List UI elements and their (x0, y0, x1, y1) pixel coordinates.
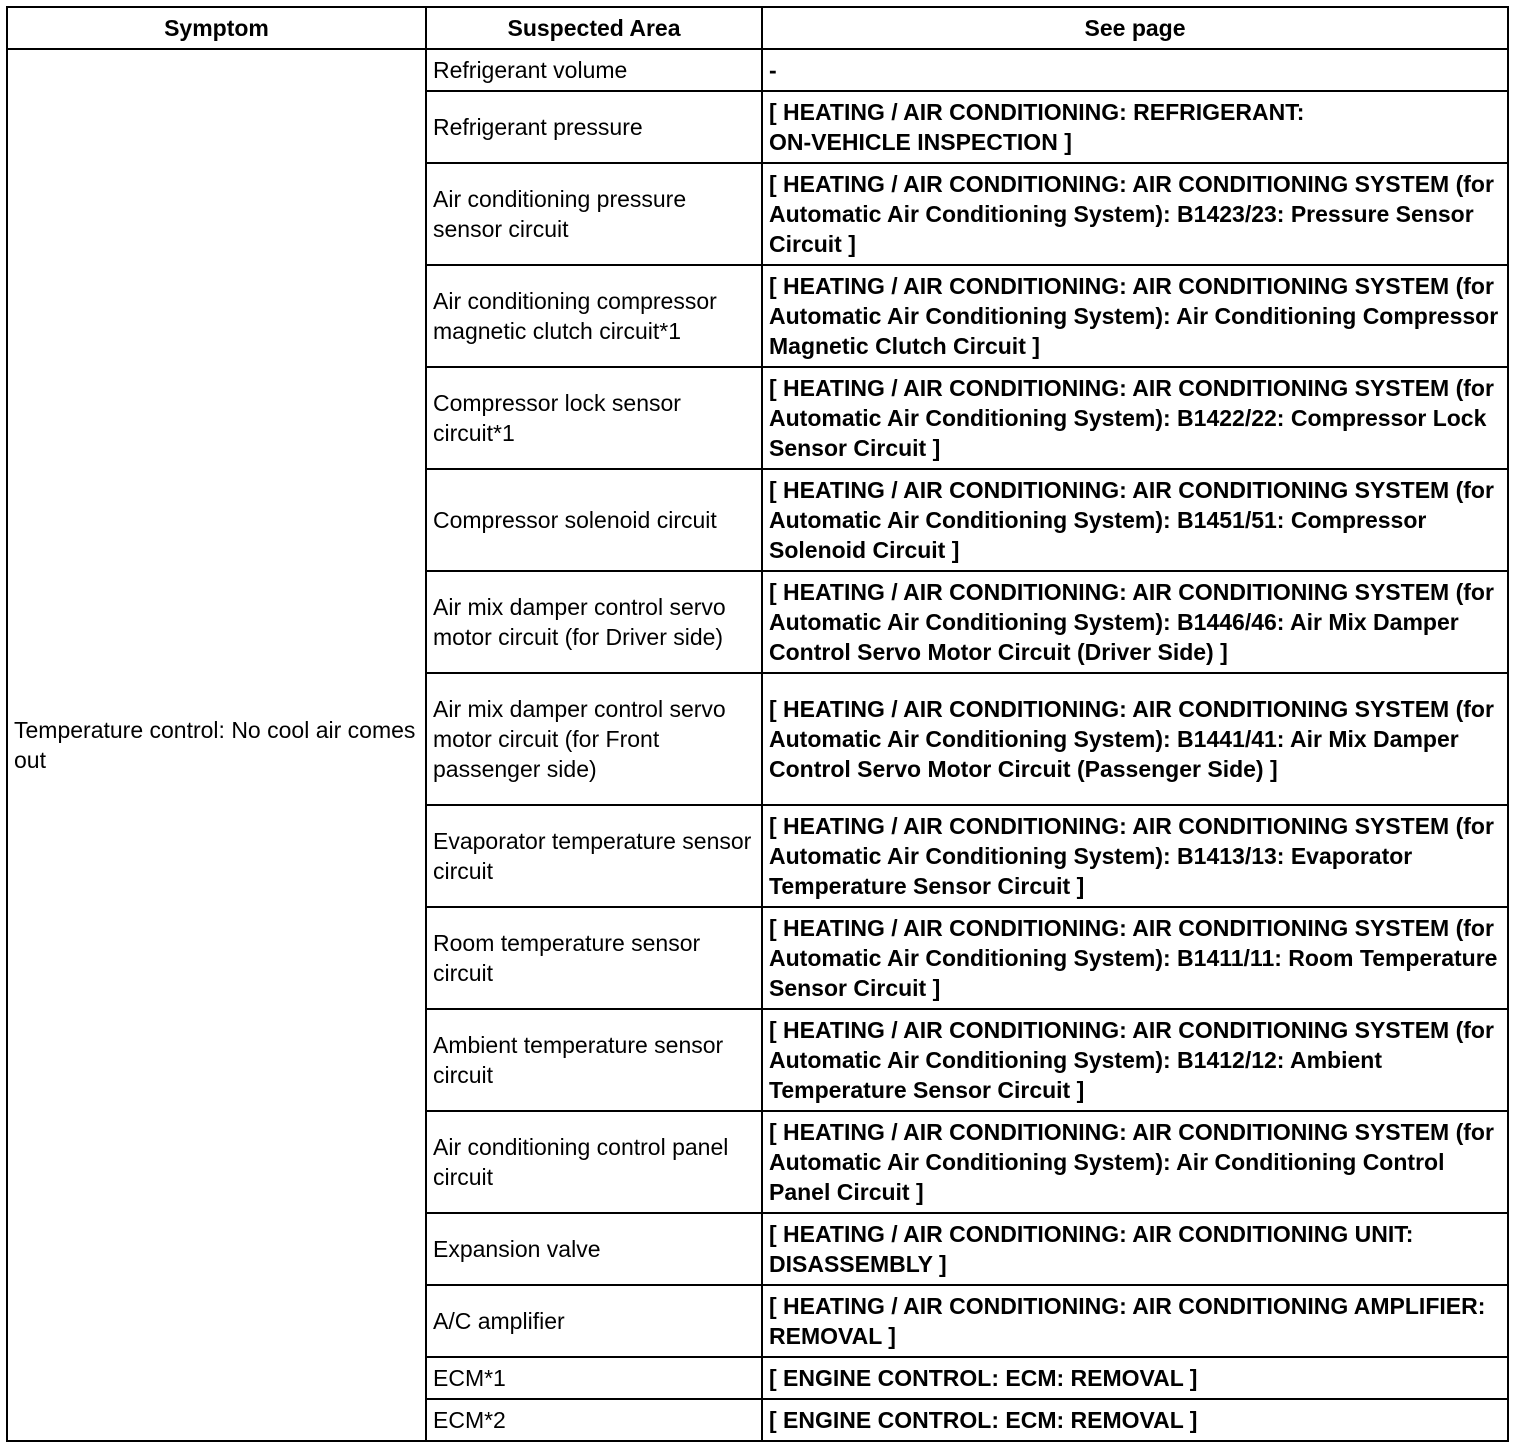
suspected-area-cell: Air mix damper control servo motor circuit (for Front passenger side) (426, 673, 762, 805)
suspected-area-cell: A/C amplifier (426, 1285, 762, 1357)
header-see-page: See page (762, 7, 1508, 49)
suspected-area-cell: Ambient temperature sensor circuit (426, 1009, 762, 1111)
suspected-area-cell: ECM*1 (426, 1357, 762, 1399)
symptom-cell: Temperature control: No cool air comes out (7, 49, 426, 1441)
see-page-link[interactable]: [ HEATING / AIR CONDITIONING: AIR CONDITIONING SYSTEM (for Automatic Air Conditioning System): B1413/13: Evaporator Temperature Sensor Circuit ] (762, 805, 1508, 907)
suspected-area-cell: Refrigerant volume (426, 49, 762, 91)
table-body (7, 49, 1508, 1441)
see-page-link[interactable]: [ HEATING / AIR CONDITIONING: AIR CONDITIONING SYSTEM (for Automatic Air Conditioning System): B1411/11: Room Temperature Sensor Circuit ] (762, 907, 1508, 1009)
see-page-link[interactable]: [ HEATING / AIR CONDITIONING: AIR CONDITIONING SYSTEM (for Automatic Air Conditioning System): B1423/23: Pressure Sensor Circuit ] (762, 163, 1508, 265)
diagnosis-table (6, 6, 1509, 1442)
see-page-link[interactable]: [ ENGINE CONTROL: ECM: REMOVAL ] (762, 1399, 1508, 1441)
see-page-link[interactable]: [ HEATING / AIR CONDITIONING: AIR CONDITIONING SYSTEM (for Automatic Air Conditioning System): Air Conditioning Compressor Magnetic Clutch Circuit ] (762, 265, 1508, 367)
suspected-area-cell: Air mix damper control servo motor circuit (for Driver side) (426, 571, 762, 673)
see-page-link[interactable]: [ HEATING / AIR CONDITIONING: AIR CONDITIONING SYSTEM (for Automatic Air Conditioning System): B1412/12: Ambient Temperature Sensor Circuit ] (762, 1009, 1508, 1111)
suspected-area-cell: Evaporator temperature sensor circuit (426, 805, 762, 907)
suspected-area-cell: Air conditioning control panel circuit (426, 1111, 762, 1213)
table-row (7, 49, 1508, 91)
see-page-link[interactable]: [ ENGINE CONTROL: ECM: REMOVAL ] (762, 1357, 1508, 1399)
suspected-area-cell: Air conditioning pressure sensor circuit (426, 163, 762, 265)
suspected-area-cell: Compressor solenoid circuit (426, 469, 762, 571)
see-page-link[interactable]: [ HEATING / AIR CONDITIONING: AIR CONDITIONING SYSTEM (for Automatic Air Conditioning System): B1451/51: Compressor Solenoid Circuit ] (762, 469, 1508, 571)
see-page-link[interactable]: [ HEATING / AIR CONDITIONING: AIR CONDITIONING UNIT: DISASSEMBLY ] (762, 1213, 1508, 1285)
header-suspected-area: Suspected Area (426, 7, 762, 49)
see-page-link[interactable]: [ HEATING / AIR CONDITIONING: AIR CONDITIONING SYSTEM (for Automatic Air Conditioning System): B1446/46: Air Mix Damper Control Servo Motor Circuit (Driver Side) ] (762, 571, 1508, 673)
see-page-link[interactable]: [ HEATING / AIR CONDITIONING: AIR CONDITIONING SYSTEM (for Automatic Air Conditioning System): Air Conditioning Control Panel Circuit ] (762, 1111, 1508, 1213)
see-page-link[interactable]: - (762, 49, 1508, 91)
see-page-link[interactable]: [ HEATING / AIR CONDITIONING: AIR CONDITIONING SYSTEM (for Automatic Air Conditioning System): B1441/41: Air Mix Damper Control Servo Motor Circuit (Passenger Side) ] (762, 673, 1508, 805)
header-row (7, 7, 1508, 49)
see-page-link[interactable]: [ HEATING / AIR CONDITIONING: AIR CONDITIONING AMPLIFIER: REMOVAL ] (762, 1285, 1508, 1357)
header-symptom: Symptom (7, 7, 426, 49)
suspected-area-cell: Expansion valve (426, 1213, 762, 1285)
suspected-area-cell: Room temperature sensor circuit (426, 907, 762, 1009)
see-page-link[interactable]: [ HEATING / AIR CONDITIONING: REFRIGERANT: ON-VEHICLE INSPECTION ] (762, 91, 1508, 163)
suspected-area-cell: ECM*2 (426, 1399, 762, 1441)
suspected-area-cell: Air conditioning compressor magnetic clutch circuit*1 (426, 265, 762, 367)
see-page-link[interactable]: [ HEATING / AIR CONDITIONING: AIR CONDITIONING SYSTEM (for Automatic Air Conditioning System): B1422/22: Compressor Lock Sensor Circuit ] (762, 367, 1508, 469)
suspected-area-cell: Compressor lock sensor circuit*1 (426, 367, 762, 469)
suspected-area-cell: Refrigerant pressure (426, 91, 762, 163)
